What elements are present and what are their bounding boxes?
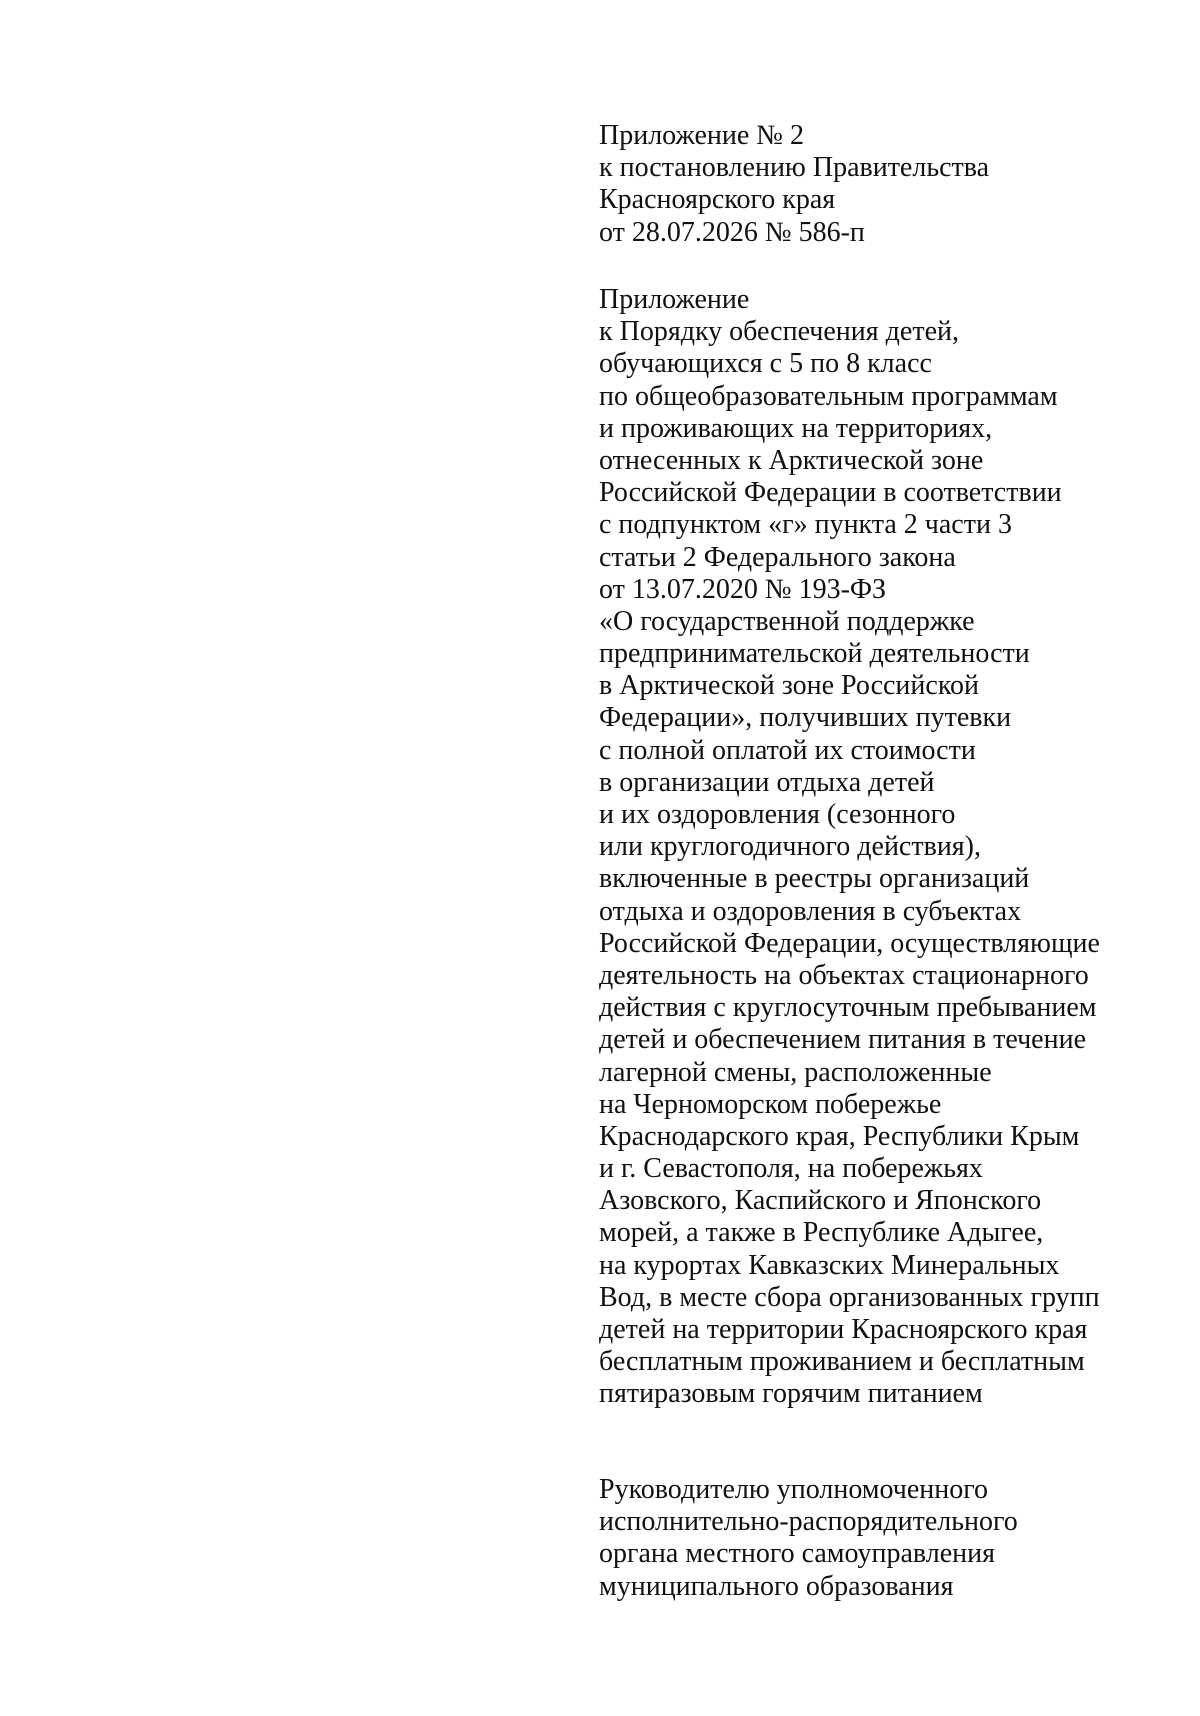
order-appendix-line: в организации отдыха детей	[599, 766, 935, 798]
order-appendix-line: к Порядку обеспечения детей,	[599, 316, 959, 348]
addressee-block	[599, 1474, 1159, 1603]
order-appendix-line: и их оздоровления (сезонного	[599, 799, 956, 830]
order-appendix-line: и проживающих на территориях,	[599, 412, 993, 444]
approval-line: Приложение № 2	[599, 120, 804, 151]
order-appendix-line: бесплатным проживанием и бесплатным	[599, 1346, 1085, 1378]
order-appendix-line: или круглогодичного действия),	[599, 831, 982, 863]
order-appendix-line: отдыха и оздоровления в субъектах	[599, 895, 1022, 927]
order-appendix-line: обучающихся с 5 по 8 класс	[599, 348, 932, 380]
order-appendix-line: детей на территории Красноярского края	[599, 1314, 1088, 1345]
order-appendix-line: деятельность на объектах стационарного	[599, 959, 1089, 991]
addressee-line: муниципального образования	[599, 1570, 954, 1602]
order-appendix-line: и г. Севастополя, на побережьях	[599, 1153, 983, 1185]
order-appendix-reference-block	[599, 284, 1159, 1411]
order-appendix-line: по общеобразовательным программам	[599, 380, 1058, 412]
order-appendix-line: на курортах Кавказских Минеральных	[599, 1249, 1060, 1281]
order-appendix-line: действия с круглосуточным пребыванием	[599, 992, 1097, 1024]
order-appendix-line: с полной оплатой их стоимости	[599, 734, 976, 766]
approval-line: от 28.07.2026 № 586-п	[599, 216, 865, 248]
order-appendix-line: Российской Федерации в соответствии	[599, 477, 1062, 509]
approval-line: к постановлению Правительства	[599, 152, 990, 184]
order-appendix-line: отнесенных к Арктической зоне	[599, 444, 984, 476]
order-appendix-line: Азовского, Каспийского и Японского	[599, 1185, 1042, 1217]
approval-line: Красноярского края	[599, 184, 836, 216]
addressee-line: Руководителю уполномоченного	[599, 1474, 989, 1505]
addressee-line: органа местного самоуправления	[599, 1538, 995, 1570]
order-appendix-line: в Арктической зоне Российской	[599, 670, 979, 702]
order-appendix-line: лагерной смены, расположенные	[599, 1056, 992, 1088]
approval-reference-block	[599, 120, 1159, 249]
order-appendix-line: включенные в реестры организаций	[599, 863, 1030, 895]
order-appendix-line: с подпунктом «г» пункта 2 части 3	[599, 509, 1012, 541]
order-appendix-line: Вод, в месте сбора организованных групп	[599, 1281, 1100, 1313]
addressee-line: исполнительно-распорядительного	[599, 1506, 1018, 1538]
order-appendix-line: Российской Федерации, осуществляющие	[599, 927, 1100, 959]
order-appendix-line: морей, а также в Республике Адыгее,	[599, 1217, 1044, 1249]
order-appendix-line: «О государственной поддержке	[599, 605, 975, 637]
order-appendix-line: предпринимательской деятельности	[599, 638, 1030, 670]
order-appendix-line: Приложение	[599, 284, 750, 315]
order-appendix-line: от 13.07.2020 № 193-ФЗ	[599, 573, 887, 605]
order-appendix-line: пятиразовым горячим питанием	[599, 1378, 983, 1410]
order-appendix-line: статьи 2 Федерального закона	[599, 541, 956, 573]
order-appendix-line: на Черноморском побережье	[599, 1088, 942, 1120]
order-appendix-line: детей и обеспечением питания в течение	[599, 1024, 1086, 1056]
order-appendix-line: Федерации», получивших путевки	[599, 702, 1012, 734]
order-appendix-line: Краснодарского края, Республики Крым	[599, 1120, 1080, 1152]
